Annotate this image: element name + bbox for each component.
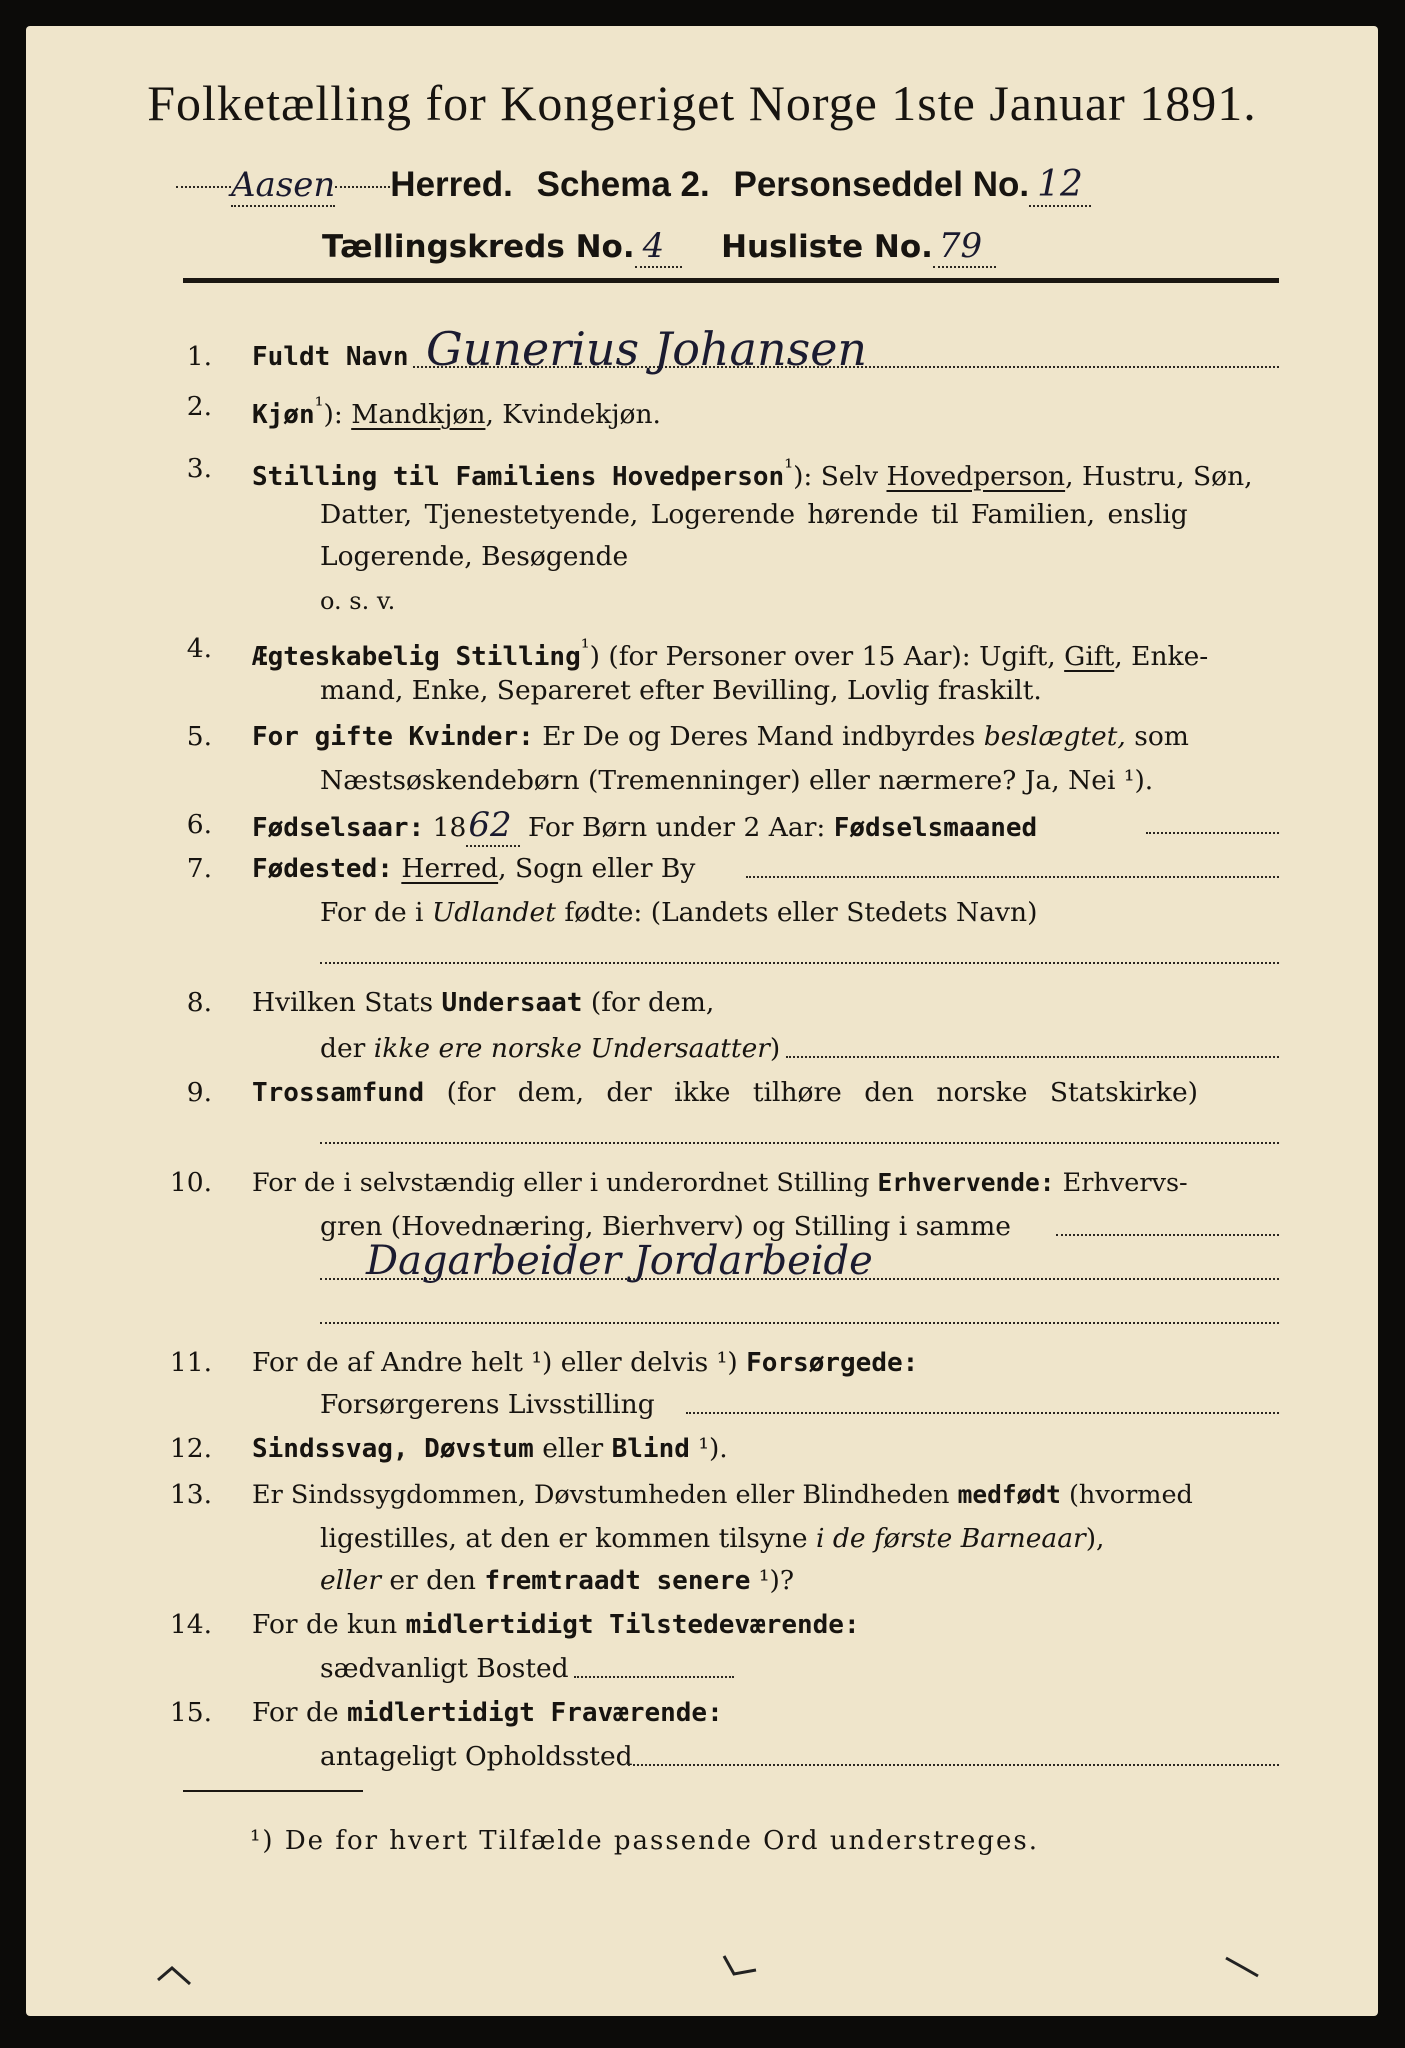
- q7-line1: [252, 852, 695, 886]
- q1-label: Fuldt Navn: [252, 342, 409, 372]
- q3-post: , Hustru, Søn,: [1065, 460, 1253, 492]
- q2-pre: ):: [323, 398, 352, 430]
- form-title: Folketælling for Kongeriget Norge 1ste Januar 1891.: [147, 75, 1257, 131]
- q13-number: 13.: [169, 1479, 212, 1510]
- corner-mark-left: [154, 1960, 194, 1990]
- kreds-value: 4: [635, 226, 683, 268]
- schema-label: Schema 2.: [536, 165, 710, 204]
- husliste-label: Husliste No.: [721, 229, 933, 265]
- q10-label: Erhvervende:: [877, 1168, 1055, 1197]
- q12-number: 12.: [169, 1433, 212, 1464]
- q12-post: ¹).: [689, 1433, 728, 1464]
- q7-selected: Herred: [401, 853, 499, 884]
- q8-number: 8.: [186, 987, 212, 1018]
- q14-pre: For de kun: [252, 1609, 406, 1640]
- herred-label: Herred.: [390, 165, 513, 204]
- herred-value: Aasen: [231, 165, 336, 205]
- q3-number: 3.: [186, 453, 212, 484]
- q13-pre: Er Sindssygdommen, Døvstumheden eller Blindheden: [252, 1480, 958, 1510]
- q5-line1: [252, 720, 1189, 754]
- q3-line3: Logerende, Besøgende: [320, 541, 629, 572]
- q14-dotline: [574, 1676, 734, 1678]
- q11-number: 11.: [169, 1347, 212, 1378]
- q8-line1: [252, 986, 714, 1020]
- personseddel-value: 12: [1029, 164, 1091, 207]
- q11-line2: Forsørgerens Livsstilling: [320, 1389, 655, 1420]
- q7-dotline: [746, 876, 1279, 878]
- q5-label: For gifte Kvinder:: [252, 722, 534, 752]
- q6-line: [252, 805, 1038, 845]
- q15-number: 15.: [169, 1697, 212, 1728]
- header-rule: [183, 278, 1279, 283]
- q13-line3: [320, 1564, 794, 1598]
- q13-line3-post: ¹)?: [750, 1565, 795, 1596]
- q6-middle: For Børn under 2 Aar:: [519, 812, 834, 843]
- q13-label2: fremtraadt senere: [484, 1566, 751, 1596]
- q8-line2-post: ): [769, 1033, 781, 1064]
- q13-label: medfødt: [957, 1480, 1061, 1509]
- q4-label: Ægteskabelig Stilling: [252, 641, 581, 672]
- q13-post: (hvormed: [1060, 1480, 1193, 1510]
- q5-line2: Næstsøskendebørn (Tremenninger) eller nærmere? Ja, Nei ¹).: [320, 765, 1154, 796]
- q11-pre: For de af Andre helt ¹) eller delvis ¹): [252, 1347, 747, 1378]
- q13-line2-pre: ligestilles, at den er kommen tilsyne: [320, 1523, 816, 1554]
- q4-sup: ¹: [580, 636, 590, 661]
- q10-number: 10.: [169, 1167, 212, 1198]
- q2-selected: Mandkjøn: [351, 398, 486, 430]
- q13-line2-post: ),: [1085, 1523, 1105, 1554]
- q10-dotline-3: [320, 1322, 1279, 1324]
- q4-selected: Gift: [1064, 640, 1115, 672]
- q3-line2: Datter, Tjenestetyende, Logerende hørende til Familien, enslig: [320, 499, 1188, 530]
- q7-label: Fødested:: [252, 854, 393, 884]
- q7-post: , Sogn eller By: [498, 853, 696, 884]
- q3-sup: ¹: [784, 456, 794, 481]
- q9-number: 9.: [186, 1077, 212, 1108]
- q7-dotline-2: [320, 962, 1279, 964]
- q13-line3-italic: eller: [320, 1565, 381, 1596]
- q3-label: Stilling til Familiens Hovedperson: [252, 461, 785, 492]
- q7-line2-pre: For de i: [320, 897, 432, 928]
- q11-label: Forsørgede:: [746, 1348, 919, 1378]
- q7-line2: [320, 896, 1037, 930]
- q12-line: [252, 1432, 728, 1466]
- q2-label: Kjøn: [252, 399, 315, 430]
- q7-line2-post: fødte: (Landets eller Stedets Navn): [555, 897, 1038, 928]
- q6-dotline: [1146, 832, 1279, 834]
- q1-number: 1.: [186, 341, 212, 372]
- q15-line1: [252, 1696, 723, 1730]
- q1-answer: Gunerius Johansen: [426, 322, 868, 376]
- q9-label: Trossamfund: [252, 1078, 425, 1108]
- q7-line2-italic: Udlandet: [431, 897, 556, 928]
- q4-line2: mand, Enke, Separeret efter Bevilling, Lovlig fraskilt.: [320, 675, 1042, 706]
- q14-line1: [252, 1608, 860, 1642]
- q12-label2: Blind: [611, 1434, 690, 1464]
- q14-line2: sædvanligt Bosted: [320, 1653, 569, 1684]
- q2-text: [252, 390, 661, 432]
- q10-line1: [252, 1166, 1188, 1200]
- q5-number: 5.: [186, 721, 212, 752]
- footnote: ¹) De for hvert Tilfælde passende Ord understreges.: [250, 1826, 1040, 1856]
- q6-label2: Fødselsmaaned: [833, 813, 1038, 843]
- q4-line1: [252, 632, 1208, 674]
- q2-post: , Kvindekjøn.: [485, 398, 661, 430]
- kreds-line: [322, 226, 996, 266]
- q8-line2-pre: der: [320, 1033, 374, 1064]
- q3-line4: o. s. v.: [320, 587, 396, 615]
- q7-number: 7.: [186, 853, 212, 884]
- q10-post: Erhvervs-: [1054, 1168, 1188, 1198]
- herred-dots: [176, 185, 231, 188]
- q9-text: (for dem, der ikke tilhøre den norske Statskirke): [424, 1077, 1198, 1108]
- q6-year-value: 62: [466, 805, 519, 847]
- q5-pre: Er De og Deres Mand indbyrdes: [533, 721, 984, 752]
- corner-mark-center: [720, 1950, 760, 1980]
- q8-label: Undersaat: [441, 988, 583, 1018]
- q9-dotline: [320, 1142, 1279, 1144]
- census-form: [26, 26, 1378, 2016]
- q8-line2-italic: ikke ere norske Undersaatter: [373, 1033, 770, 1064]
- q13-line3-mid: er den: [380, 1565, 485, 1596]
- footnote-rule: [183, 1790, 363, 1792]
- herred-line: [176, 164, 1091, 205]
- q6-number: 6.: [186, 809, 212, 840]
- q15-line2: antageligt Opholdssted: [320, 1741, 633, 1772]
- q6-year-prefix: 18: [424, 812, 467, 843]
- q4-post: , Enke-: [1114, 640, 1209, 672]
- q13-line2-italic: i de første Barneaar: [815, 1523, 1086, 1554]
- q12-label: Sindssvag, Døvstum: [252, 1434, 534, 1464]
- q3-line1: [252, 452, 1253, 494]
- q14-number: 14.: [169, 1609, 212, 1640]
- q8-pre: Hvilken Stats: [252, 987, 442, 1018]
- q3-pre: ): Selv: [793, 460, 887, 492]
- q8-line2: [320, 1032, 780, 1066]
- q4-number: 4.: [186, 633, 212, 664]
- q11-line1: [252, 1346, 918, 1380]
- q8-dotline: [786, 1056, 1279, 1058]
- q15-dotline: [628, 1764, 1279, 1766]
- q11-dotline: [686, 1412, 1279, 1414]
- kreds-label: Tællingskreds No.: [322, 229, 635, 265]
- q10-pre: For de i selvstændig eller i underordnet Stilling: [252, 1168, 878, 1198]
- q15-pre: For de: [252, 1697, 348, 1728]
- q4-pre: ) (for Personer over 15 Aar): Ugift,: [589, 640, 1065, 672]
- q3-selected: Hovedperson: [886, 460, 1066, 492]
- q6-label: Fødselsaar:: [252, 813, 425, 843]
- corner-mark-right: [1222, 1950, 1262, 1980]
- q2-number: 2.: [186, 391, 212, 422]
- q13-line1: [252, 1478, 1193, 1512]
- q14-label: midlertidigt Tilstedeværende:: [405, 1610, 860, 1640]
- q13-line2: [320, 1522, 1104, 1556]
- q5-italic: beslægtet,: [983, 721, 1126, 752]
- q10-line2: gren (Hovednæring, Bierhverv) og Stilling i samme: [320, 1211, 1011, 1242]
- q10-dotline-1: [1056, 1234, 1279, 1236]
- herred-dots-2: [335, 185, 390, 188]
- q2-sup: ¹: [314, 394, 324, 419]
- q1-label-row: [252, 340, 409, 374]
- q12-mid: eller: [533, 1433, 612, 1464]
- q10-answer: Dagarbeider Jordarbeide: [366, 1238, 873, 1284]
- q15-label: midlertidigt Fraværende:: [347, 1698, 723, 1728]
- q8-post: (for dem,: [582, 987, 715, 1018]
- husliste-value: 79: [933, 226, 996, 268]
- personseddel-label: Personseddel No.: [733, 165, 1030, 204]
- q9-line: [252, 1076, 1198, 1110]
- q5-post: som: [1125, 721, 1189, 752]
